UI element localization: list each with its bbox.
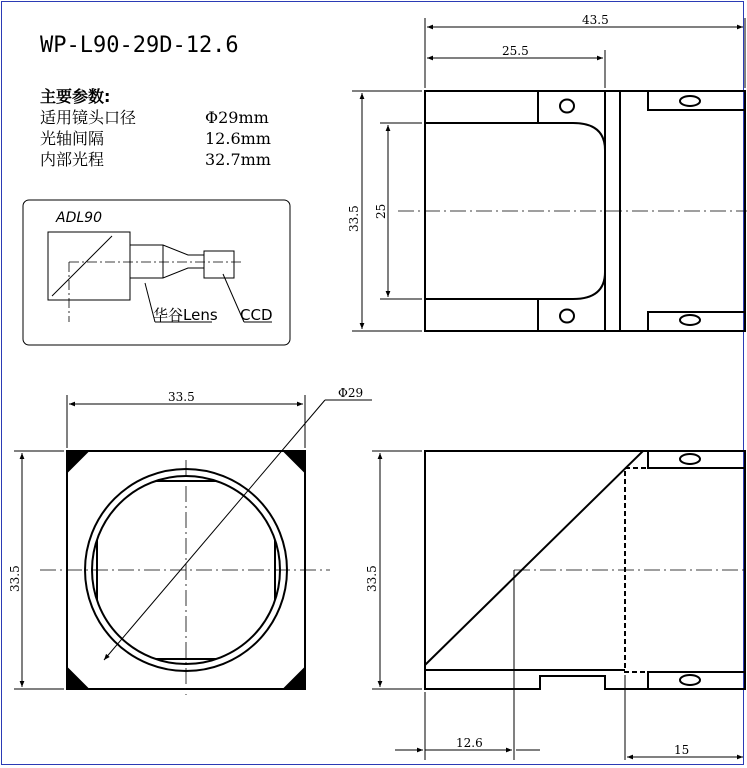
side-view-dimensions [365,451,743,760]
dim-top-inner-height: 25 [374,203,388,219]
front-view [40,386,372,695]
top-view [398,91,747,331]
dim-front-width: 33.5 [168,390,195,404]
specs-heading: 主要参数: [40,87,111,106]
dim-top-partial-width: 25.5 [502,44,529,58]
dim-top-total-width: 43.5 [582,13,609,27]
schematic-diagram [23,200,290,345]
schematic-lens-label: 华谷Lens [153,306,218,324]
spec-label-axis-spacing: 光轴间隔 [40,129,105,148]
dim-front-height: 33.5 [8,565,22,592]
schematic-sensor-label: CCD [240,306,273,324]
drawing-title: WP-L90-29D-12.6 [40,33,239,58]
spec-value-lens-diameter: Φ29mm [205,108,269,127]
dim-side-depth: 15 [674,743,690,757]
spec-value-optical-path: 32.7mm [205,150,271,169]
dim-side-offset: 12.6 [456,736,483,750]
top-view-dimensions [347,13,745,331]
dim-front-diameter: Φ29 [338,386,364,400]
side-view [425,451,747,760]
schematic-model-label: ADL90 [56,210,102,226]
spec-label-optical-path: 内部光程 [40,150,105,169]
dim-side-height: 33.5 [365,565,379,592]
spec-label-lens-diameter: 适用镜头口径 [40,108,137,127]
dim-top-height: 33.5 [347,205,361,232]
front-view-dimensions [8,390,305,689]
spec-value-axis-spacing: 12.6mm [205,129,271,148]
